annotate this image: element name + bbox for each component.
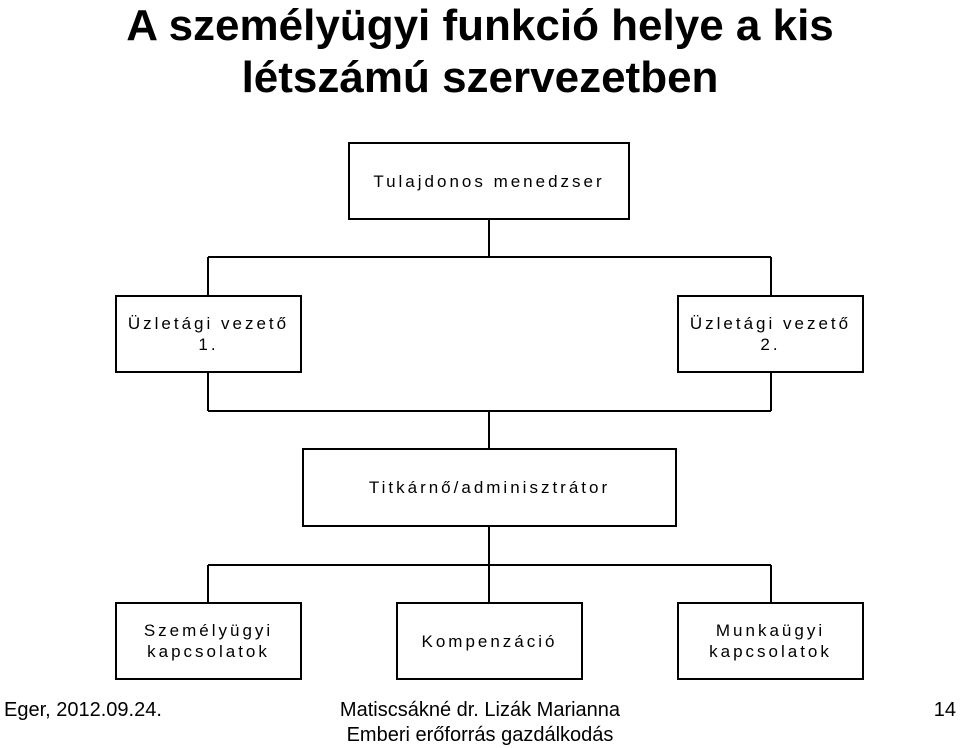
manager2-label-line2: 2.: [760, 335, 781, 354]
box-labor-relations: [677, 602, 864, 680]
title-line-2: létszámú szervezetben: [241, 53, 719, 102]
box-business-manager-1: [115, 295, 302, 373]
hr-relations-line1: Személyügyi: [143, 621, 274, 640]
hr-relations-line2: kapcsolatok: [147, 642, 270, 661]
title-line-1: A személyügyi funkció helye a kis: [126, 1, 834, 50]
manager1-label-line2: 1.: [198, 335, 219, 354]
manager1-label-line1: Üzletági vezető: [127, 314, 290, 333]
compensation-label: Kompenzáció: [421, 631, 558, 651]
labor-relations-line1: Munkaügyi: [715, 621, 826, 640]
box-compensation: [396, 602, 583, 680]
box-owner-manager: [348, 142, 630, 220]
secretary-label: Titkárnő/adminisztrátor: [368, 478, 611, 497]
labor-relations-line2: kapcsolatok: [709, 642, 832, 661]
box-secretary-administrator: [302, 448, 677, 527]
owner-manager-label: Tulajdonos menedzser: [373, 171, 605, 191]
footer-page-number: 14: [933, 699, 956, 721]
box-hr-relations: [115, 602, 302, 680]
box-business-manager-2: [677, 295, 864, 373]
footer-place-date: Eger, 2012.09.24.: [4, 699, 162, 721]
footer-author: Matiscsákné dr. Lizák Marianna: [339, 699, 621, 721]
footer-subject: Emberi erőforrás gazdálkodás: [346, 724, 614, 746]
manager2-label-line1: Üzletági vezető: [689, 314, 852, 333]
